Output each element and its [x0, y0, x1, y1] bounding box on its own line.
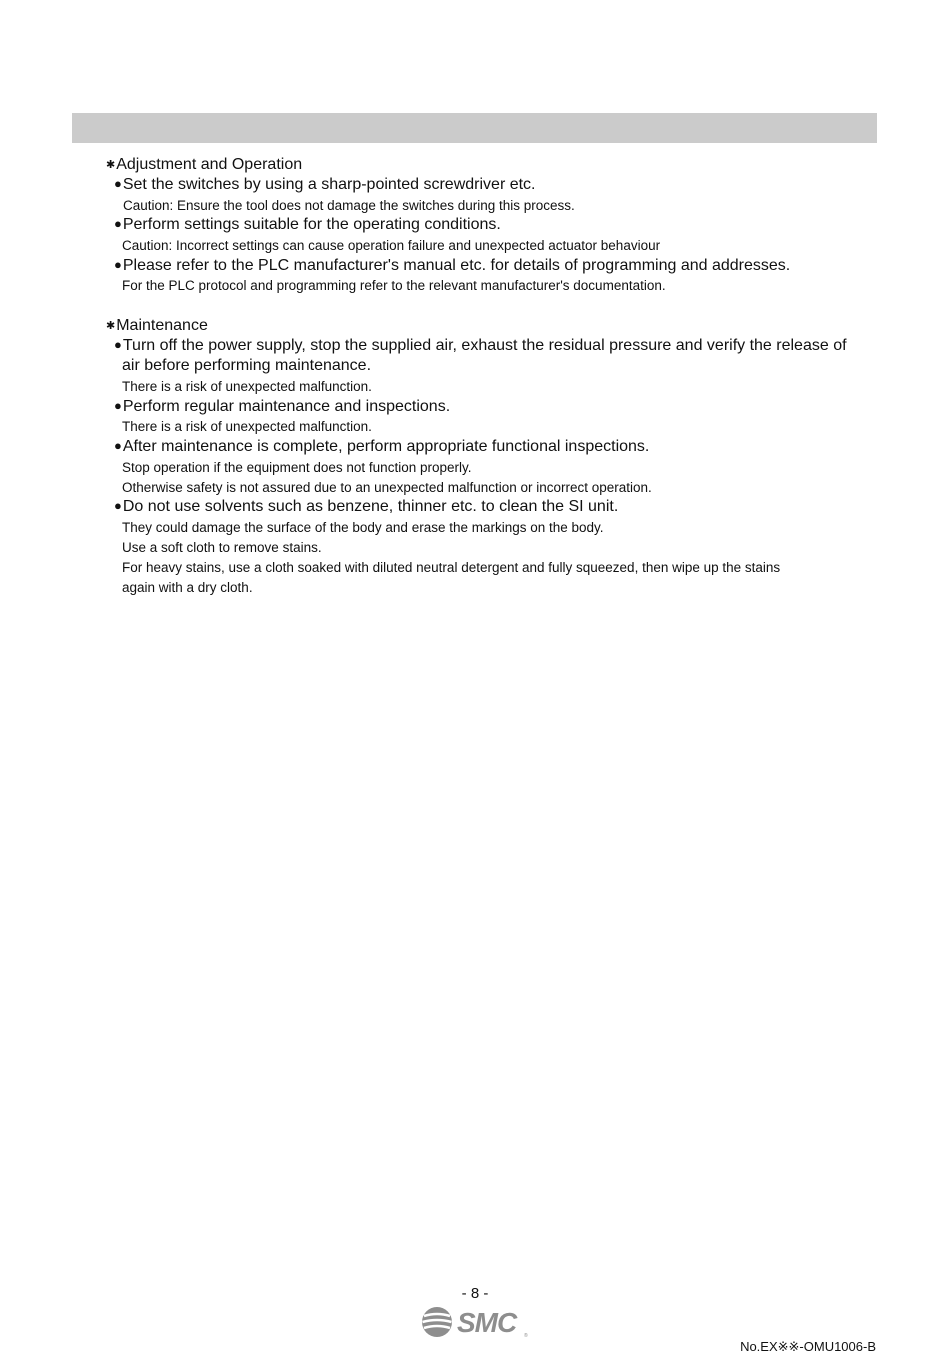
- note-text: again with a dry cloth.: [122, 580, 253, 595]
- note-text: Stop operation if the equipment does not function properly.: [122, 460, 472, 475]
- bullet-item: ●Perform regular maintenance and inspections.: [114, 398, 451, 415]
- bullet-icon: ●: [114, 337, 122, 352]
- bullet-item: ●Turn off the power supply, stop the supplied air, exhaust the residual pressure and verify the release of: [114, 337, 847, 354]
- bullet-item: ●Do not use solvents such as benzene, thinner etc. to clean the SI unit.: [114, 498, 619, 515]
- note-text: They could damage the surface of the body and erase the markings on the body.: [122, 520, 604, 535]
- bullet-item: ●After maintenance is complete, perform appropriate functional inspections.: [114, 438, 650, 455]
- bullet-item: ●Perform settings suitable for the operating conditions.: [114, 216, 501, 233]
- note-text: There is a risk of unexpected malfunction.: [122, 419, 372, 434]
- asterisk-icon: ✱: [106, 320, 116, 332]
- note-text: Caution: Incorrect settings can cause operation failure and unexpected actuator behaviour: [122, 238, 661, 253]
- section-title-maintenance: ✱Maintenance: [106, 317, 208, 334]
- bullet-icon: ●: [114, 438, 122, 453]
- section-title-adjustment: ✱Adjustment and Operation: [106, 156, 303, 173]
- bullet-icon: ●: [114, 216, 122, 231]
- asterisk-icon: ✱: [106, 159, 116, 171]
- document-number: No.EX※※-OMU1006-B: [740, 1339, 876, 1354]
- bullet-icon: ●: [114, 257, 122, 272]
- section-header-bar: [72, 113, 877, 143]
- bullet-icon: ●: [114, 398, 122, 413]
- bullet-icon: ●: [114, 176, 122, 191]
- note-text: Use a soft cloth to remove stains.: [122, 540, 322, 555]
- svg-text:®: ®: [524, 1333, 528, 1339]
- note-text: Caution: Ensure the tool does not damage the switches during this process.: [123, 198, 575, 213]
- note-text: Otherwise safety is not assured due to an unexpected malfunction or incorrect operation.: [122, 480, 652, 495]
- smc-logo-text: SMC: [457, 1307, 517, 1338]
- note-text: There is a risk of unexpected malfunction.: [122, 379, 372, 394]
- bullet-icon: ●: [114, 498, 122, 513]
- bullet-item: ●Set the switches by using a sharp-pointed screwdriver etc.: [114, 176, 536, 193]
- smc-logo: [421, 1305, 531, 1339]
- bullet-continuation: air before performing maintenance.: [122, 357, 372, 374]
- note-text: For heavy stains, use a cloth soaked with diluted neutral detergent and fully squeezed, then wipe up the stains: [122, 560, 781, 575]
- page-number: - 8 -: [461, 1285, 489, 1302]
- note-text: For the PLC protocol and programming refer to the relevant manufacturer's documentation.: [122, 278, 666, 293]
- bullet-item: ●Please refer to the PLC manufacturer's manual etc. for details of programming and addresses.: [114, 257, 791, 274]
